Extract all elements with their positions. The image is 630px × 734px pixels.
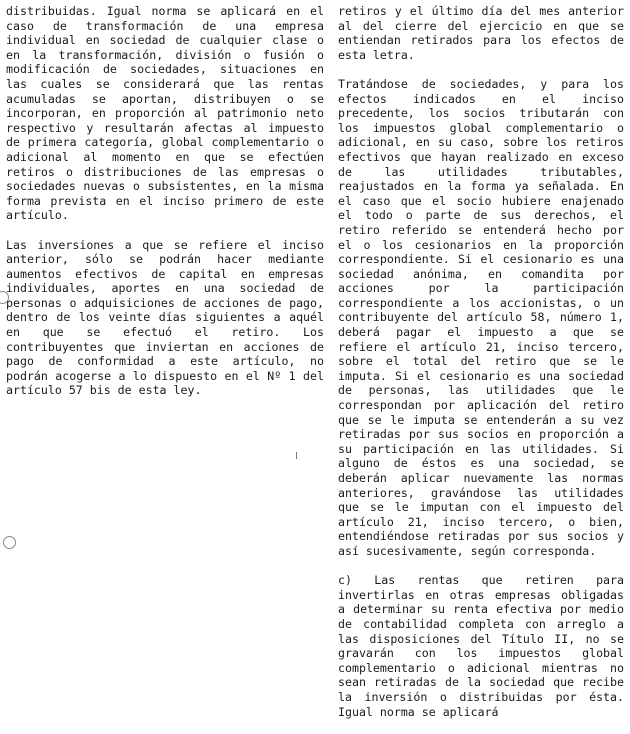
left-paragraph-2: Las inversiones a que se refiere el inciso anterior, sólo se podrán hacer mediante aumentos efectivos de capital en empresas individuales, aportes en una sociedad de personas o adquisiciones de acciones de pago, dentro de los veinte días siguientes a aquél en que se efectuó el retiro. Los contribuyentes que inviertan en acciones de pago de conformidad a este artículo, no podrán acogerse a lo dispuesto en el Nº 1 del artículo 57 bis de esta ley. [6,237,324,398]
right-paragraph-1: retiros y el último día del mes anterior al del cierre del ejercicio en que se entiendan retirados para los efectos de esta letra. [338,4,624,62]
right-paragraph-3: c) Las rentas que retiren para invertirlas en otras empresas obligadas a determinar su renta efectiva por medio de contabilidad completa con arreglo a las disposiciones del Título II, no se gravarán con los impuestos global complementario o adicional mientras no sean retiradas de la sociedad que recibe la inversión o distribuidas por ésta. Igual norma se aplicará [338,573,624,719]
right-column [338,4,624,734]
left-column [6,4,324,413]
scan-speck-mark [296,452,297,459]
left-paragraph-1: distribuidas. Igual norma se aplicará en el caso de transformación de una empresa individual en sociedad de cualquier clase o en la transformación, división o fusión o modificación de sociedades, situaciones en las cuales se considerará que las rentas acumuladas se aportan, distribuyen o se incorporan, en proporción al patrimonio neto respectivo y resultarán afectas al impuesto de primera categoría, global complementario o adicional al momento en que se efectúen retiros o distribuciones de las empresas o sociedades nuevas o subsistentes, en la misma forma prevista en el inciso primero de este artículo. [6,4,324,223]
binder-hole-mark-lower [3,536,16,549]
right-paragraph-2: Tratándose de sociedades, y para los efectos indicados en el inciso precedente, los socios tributarán con los impuestos global complementario o adicional, en su caso, sobre los retiros efectivos que hayan realizado en exceso de las utilidades tributables, reajustados en la forma ya señalada. En el caso que el socio hubiere enajenado el todo o parte de sus derechos, el retiro referido se entenderá hecho por el o los cesionarios en la proporción correspondiente. Si el cesionario es una sociedad anónima, en comandita por acciones por la participación correspondiente a los accionistas, o un contribuyente del artículo 58, número 1, deberá pagar el impuesto a que se refiere el artículo 21, inciso tercero, sobre el total del retiro que se le imputa. Si el cesionario es una sociedad de personas, las utilidades que le correspondan por aplicación del retiro que se le imputa se entenderán a su vez retiradas por sus socios en proporción a su participación en las utilidades. Si alguno de éstos es una sociedad, se deberán aplicar nuevamente las normas anteriores, gravándose las utilidades que se le imputan con el impuesto del artículo 21, inciso tercero, o bien, entendiéndose retiradas por sus socios y así sucesivamente, según corresponda. [338,76,624,558]
